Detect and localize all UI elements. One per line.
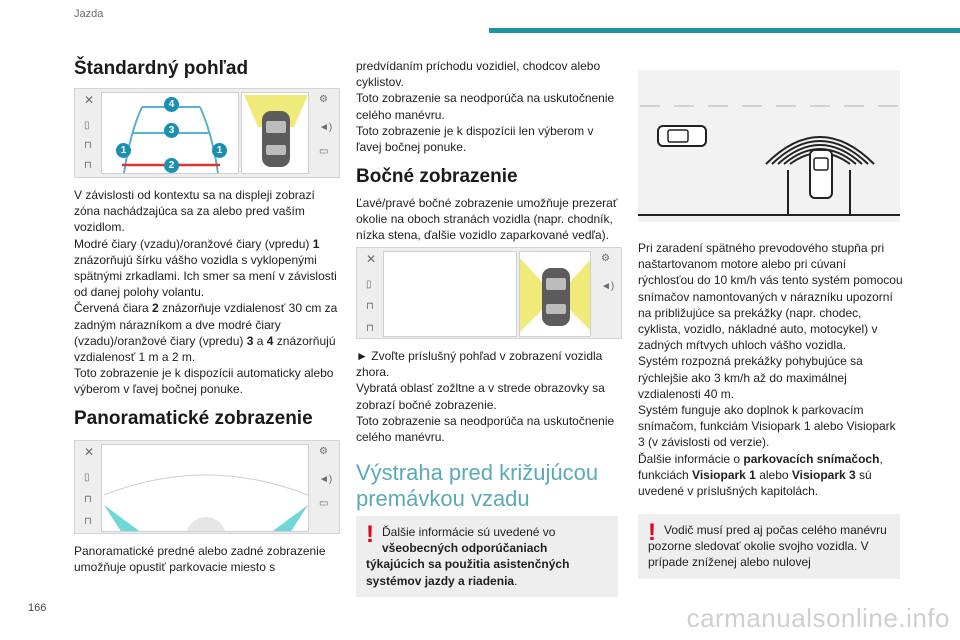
running-header: Jazda: [74, 8, 104, 20]
marker-1-left: 1: [116, 143, 131, 158]
marker-2: 2: [164, 158, 179, 173]
settings-icon: ⚙: [601, 253, 610, 264]
section-title-side: Bočné zobrazenie: [356, 166, 518, 187]
section-title-alert: Výstraha pred križujúcou premávkou vzadu: [356, 460, 599, 511]
paragraph: Systém funguje ako doplnok k parkovacím snímačom, funkciám Visiopark 1 alebo Visiopark 3 (v závislosti od verzie).: [638, 403, 896, 450]
view-mode-icon: ▭: [319, 498, 329, 509]
alert-text-block: [638, 240, 904, 499]
sound-icon: ◄): [601, 281, 615, 292]
paragraph: Ľavé/pravé bočné zobrazenie umožňuje prezerať okolie na oboch stranách vozidla (napr. chodník, nízka stena, ďalšie vozidlo zaparkované vedľa).: [356, 196, 618, 243]
marker-1-right: 1: [212, 143, 227, 158]
panoramic-zones: [102, 445, 309, 532]
header-accent-bar: [489, 28, 960, 33]
standard-text-block: [74, 187, 340, 398]
figure-rear-cross-traffic: [638, 70, 900, 222]
paragraph: predvídaním príchodu vozidiel, chodcov alebo cyklistov.: [356, 59, 601, 90]
side-text-block: [356, 348, 622, 445]
close-icon: ✕: [84, 93, 95, 107]
view-mode-icon: ▭: [319, 146, 329, 157]
camera-view-icon: ▯: [84, 120, 90, 131]
section-title-panorama: Panoramatické zobrazenie: [74, 408, 313, 429]
paragraph: Toto zobrazenie je k dispozícii automaticky alebo výberom v ľavej bočnej ponuke.: [74, 366, 334, 397]
camera-rear-icon: ⊓: [366, 301, 374, 312]
paragraph: Systém rozpozná prekážky pohybujúce sa rýchlejšie ako 3 km/h až do maximálnej vzdialenosti 40 m.: [638, 354, 863, 401]
paragraph: Červená čiara 2 znázorňuje vzdialenosť 30 cm za zadným nárazníkom a dve modré čiary (vzadu)/oranžové čiary (vpredu) 3 a 4 znázorňujú vzdialenosť 1 m a 2 m.: [74, 301, 338, 365]
warning-note: ! Vodič musí pred aj počas celého manévru pozorne sledovať okolie svojho vozidla. V prípade zníženej alebo nulovej: [638, 514, 900, 579]
section-title-standard: Štandardný pohľad: [74, 58, 249, 79]
camera-side-icon: ⊓: [84, 160, 92, 171]
warning-icon: !: [366, 521, 374, 548]
camera-side-icon: ⊓: [366, 323, 374, 334]
panorama-text-continued: [356, 58, 622, 155]
watermark: carmanualsonline.info: [686, 603, 950, 633]
bullet-icon: ►: [356, 349, 368, 363]
paragraph: Ďalšie informácie o parkovacích snímačoch, funkciách Visiopark 1 alebo Visiopark 3 sú uvedené v príslušných kapitolách.: [638, 451, 883, 499]
paragraph: Toto zobrazenie sa neodporúča na uskutočnenie celého manévru.: [356, 413, 615, 445]
sound-icon: ◄): [319, 122, 333, 133]
settings-icon: ⚙: [319, 94, 328, 105]
camera-rear-icon: ⊓: [84, 494, 92, 505]
marker-3: 3: [164, 123, 179, 138]
figure-side-view: [356, 247, 622, 339]
paragraph: Vybratá oblasť zožltne a v strede obrazovky sa zobrazí bočné zobrazenie.: [356, 381, 605, 412]
camera-view-icon: ▯: [366, 279, 372, 290]
info-note: ! Ďalšie informácie sú uvedené vo všeobecných odporúčaniach týkajúcich sa použitia asistenčných systémov jazdy a riadenia.: [356, 516, 618, 597]
car-top-view-side: [520, 252, 591, 337]
paragraph: V závislosti od kontextu sa na displeji zobrazí zóna nachádzajúca sa za alebo pred vaším vozidlom.: [74, 188, 315, 235]
top-view-screen: [241, 92, 309, 174]
rear-cross-traffic-illustration: [638, 70, 900, 222]
marker-4: 4: [164, 97, 179, 112]
paragraph: Pri zaradení spätného prevodového stupňa pri naštartovanom motore alebo pri cúvaní rýchlosťou do 10 km/h vás tento systém pomocou snímačov namontovaných v nárazníku upozorní na približujúce sa prekážky (napr. chodec, cyklista, vozidlo, nákladné auto, motocykel) v zadných mŕtvych uhloch vášho vozidla.: [638, 241, 903, 353]
camera-side-icon: ⊓: [84, 516, 92, 527]
page-number: 166: [28, 602, 47, 614]
paragraph: Panoramatické predné alebo zadné zobrazenie umožňuje opustiť parkovacie miesto s: [74, 544, 326, 575]
top-view-screen: [519, 251, 591, 337]
side-camera-screen: [383, 251, 517, 337]
settings-icon: ⚙: [319, 446, 328, 457]
camera-rear-icon: ⊓: [84, 140, 92, 151]
sound-icon: ◄): [319, 474, 333, 485]
camera-screen: [101, 92, 239, 174]
close-icon: ✕: [366, 252, 377, 266]
figure-panoramic-view: [74, 440, 340, 534]
car-top-view: [242, 93, 309, 174]
panoramic-screen: [101, 444, 309, 532]
warning-icon: !: [648, 519, 656, 546]
paragraph: ► Zvoľte príslušný pohľad v zobrazení vozidla zhora.: [356, 349, 603, 380]
paragraph: Toto zobrazenie sa neodporúča na uskutočnenie celého manévru.: [356, 91, 615, 122]
figure-standard-view: [74, 88, 340, 178]
paragraph: Toto zobrazenie je k dispozícii len výberom v ľavej bočnej ponuke.: [356, 123, 594, 155]
camera-view-icon: ▯: [84, 472, 90, 483]
close-icon: ✕: [84, 445, 95, 459]
paragraph: Modré čiary (vzadu)/oranžové čiary (vpredu) 1 znázorňujú šírku vášho vozidla s vyklopenými spätnými zrkadlami. Ich smer sa mení v závislosti od danej polohy volantu.: [74, 236, 337, 300]
